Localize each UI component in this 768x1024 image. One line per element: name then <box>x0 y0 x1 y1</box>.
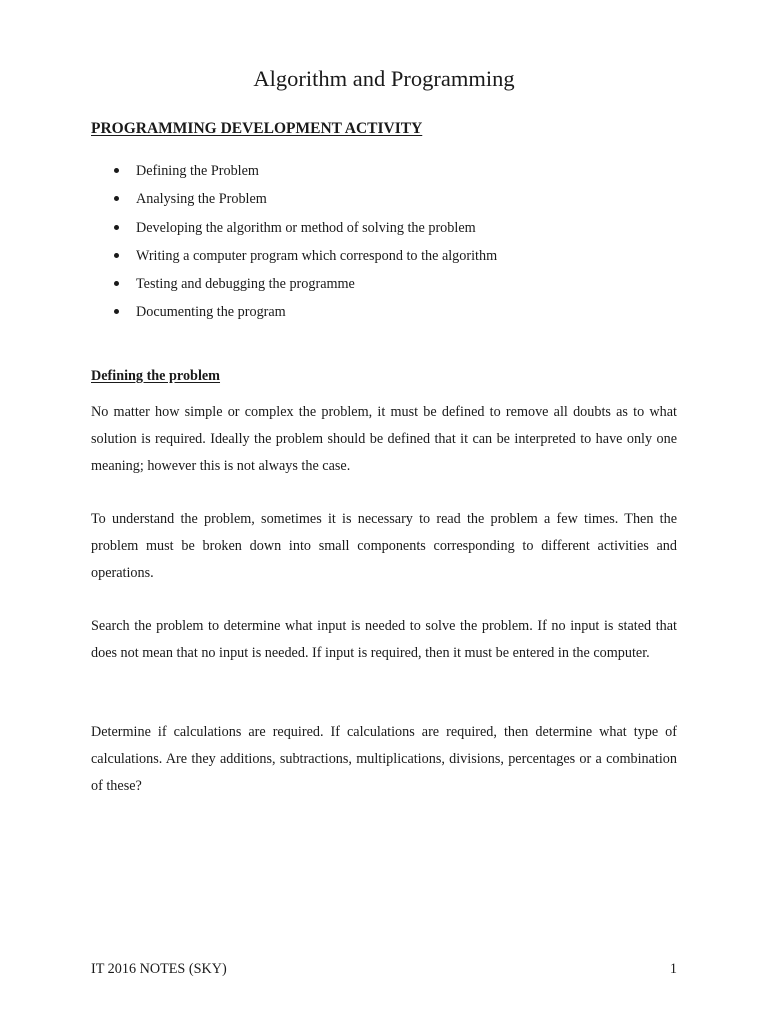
subheading-defining-problem: Defining the problem <box>91 368 221 384</box>
page-number: 1 <box>669 961 677 977</box>
list-item <box>91 273 691 301</box>
list-item <box>91 301 691 329</box>
bullet-icon <box>114 225 119 230</box>
list-item-text: Testing and debugging the programme <box>136 276 355 293</box>
list-item-text: Writing a computer program which correspond to the algorithm <box>136 247 498 264</box>
list-item <box>91 245 691 273</box>
list-item <box>91 188 691 216</box>
paragraph: No matter how simple or complex the problem, it must be defined to remove all doubts as to what solution is required. Ideally the problem should be defined that it can be interpreted to have only one meaning; however this is not always the case. <box>91 404 677 474</box>
list-item-text: Analysing the Problem <box>136 191 267 208</box>
bullet-icon <box>114 281 119 286</box>
list-item <box>91 217 691 245</box>
paragraph: To understand the problem, sometimes it is necessary to read the problem a few times. Then the problem must be broken down into small components corresponding to different activities and operations. <box>91 511 677 581</box>
bullet-icon <box>114 253 119 258</box>
bullet-icon <box>114 309 119 314</box>
paragraph: Determine if calculations are required. If calculations are required, then determine what type of calculations. Are they additions, subtractions, multiplications, divisions, percentages or a combination of these? <box>91 724 677 794</box>
list-item-text: Defining the Problem <box>136 163 259 179</box>
list-item <box>91 160 691 188</box>
footer-label: IT 2016 NOTES (SKY) <box>91 961 227 977</box>
list-item-text: Documenting the program <box>136 304 286 321</box>
paragraph: Search the problem to determine what input is needed to solve the problem. If no input is stated that does not mean that no input is needed. If input is required, then it must be entered in the computer. <box>91 618 677 661</box>
bullet-icon <box>114 196 119 201</box>
bullet-icon <box>114 168 119 173</box>
list-item-text: Developing the algorithm or method of solving the problem <box>136 219 476 236</box>
bullet-list <box>91 160 691 330</box>
page-title: Algorithm and Programming <box>253 66 515 91</box>
section-heading: PROGRAMMING DEVELOPMENT ACTIVITY <box>91 120 423 137</box>
